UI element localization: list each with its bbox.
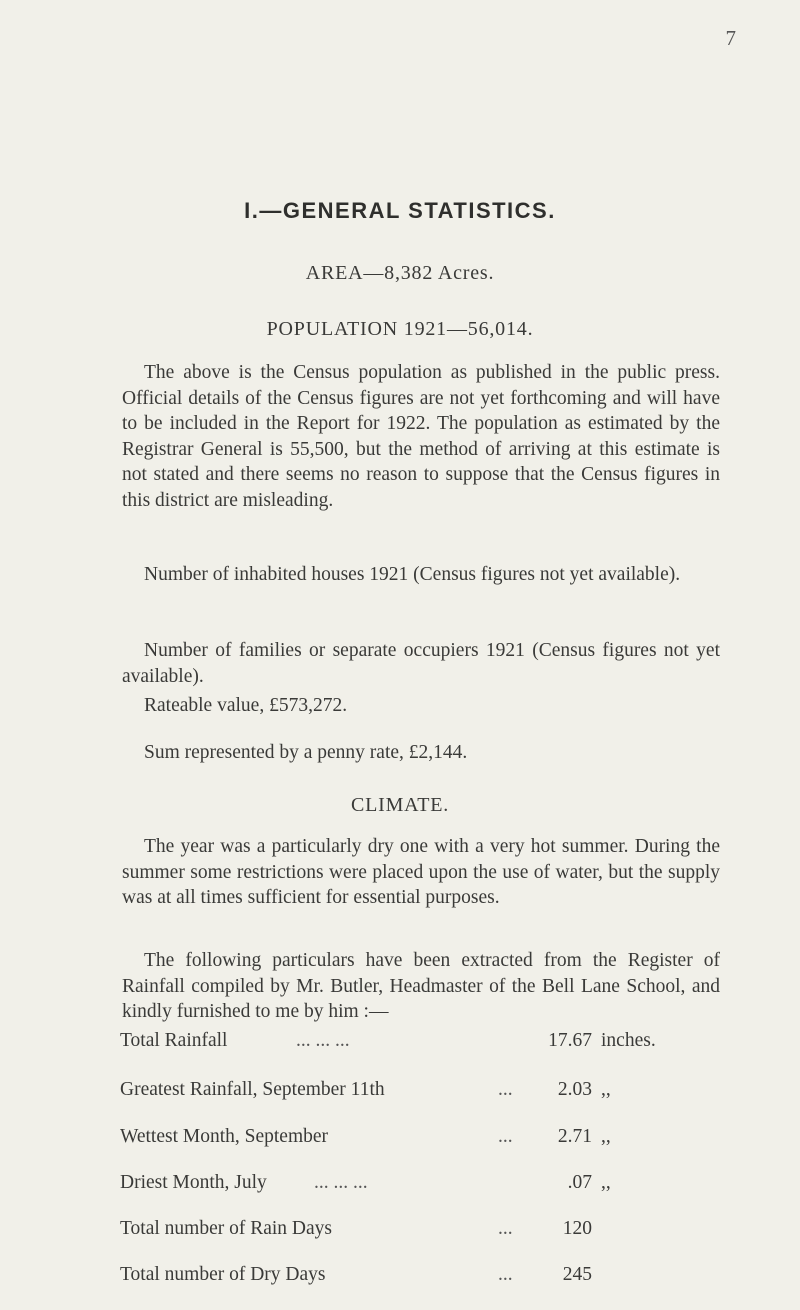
- row-label: Total Rainfall: [120, 1030, 228, 1051]
- row-value: 17.67: [548, 1030, 592, 1051]
- penny-rate: Sum represented by a penny rate, £2,144.: [144, 742, 468, 763]
- area-line: AREA—8,382 Acres.: [305, 262, 495, 284]
- climate-heading: CLIMATE.: [350, 794, 450, 816]
- rateable-value: Rateable value, £573,272.: [144, 695, 348, 716]
- leader-dots: ... ... ...: [296, 1030, 350, 1051]
- row-value: 2.71: [557, 1126, 592, 1147]
- census-paragraph: The above is the Census population as published in the public press. Official details of the Census figures are not yet forthcoming and will have to be included in the Report for 1922. The population as estimated by the Registrar General is 55,500, but the method of arriving at this estimate is not stated and there seems no reason to suppose that the Census figures in this district are misleading.: [122, 362, 720, 511]
- leader-dots: ... ... ...: [314, 1172, 368, 1193]
- row-unit: ,,: [601, 1079, 611, 1100]
- families-paragraph: Number of families or separate occupiers 1921 (Census figures not yet available).: [122, 640, 720, 687]
- row-label: Total number of Dry Days: [120, 1264, 326, 1285]
- row-value: 120: [562, 1218, 592, 1239]
- population-line: POPULATION 1921—56,014.: [266, 318, 534, 340]
- table-row: [120, 1030, 720, 1060]
- row-unit: ,,: [601, 1126, 611, 1147]
- row-value: .07: [567, 1172, 592, 1193]
- row-label: Greatest Rainfall, September 11th: [120, 1079, 385, 1100]
- table-row: [120, 1126, 720, 1156]
- row-label: Wettest Month, September: [120, 1126, 329, 1147]
- row-unit: ,,: [601, 1172, 611, 1193]
- row-value: 2.03: [557, 1079, 592, 1100]
- leader-dots: ...: [498, 1126, 513, 1147]
- climate-paragraph: The year was a particularly dry one with a very hot summer. During the summer some restrictions were placed upon the use of water, but the supply was at all times sufficient for essential purposes.: [122, 836, 720, 908]
- rainfall-intro-paragraph: The following particulars have been extracted from the Register of Rainfall compiled by Mr. Butler, Headmaster of the Bell Lane School, and kindly furnished to me by him :—: [122, 950, 720, 1022]
- table-row: [120, 1264, 720, 1294]
- row-value: 245: [562, 1264, 592, 1285]
- row-unit: inches.: [601, 1030, 656, 1051]
- inhabited-houses-paragraph: Number of inhabited houses 1921 (Census figures not yet available).: [144, 564, 681, 585]
- leader-dots: ...: [498, 1264, 513, 1285]
- table-row: [120, 1079, 720, 1109]
- row-label: Driest Month, July: [120, 1172, 267, 1193]
- leader-dots: ...: [498, 1218, 513, 1239]
- row-label: Total number of Rain Days: [120, 1218, 333, 1239]
- table-row: [120, 1218, 720, 1248]
- table-row: [120, 1172, 720, 1202]
- leader-dots: ...: [498, 1079, 513, 1100]
- page-number: 7: [725, 26, 736, 50]
- section-heading: I.—GENERAL STATISTICS.: [244, 198, 556, 223]
